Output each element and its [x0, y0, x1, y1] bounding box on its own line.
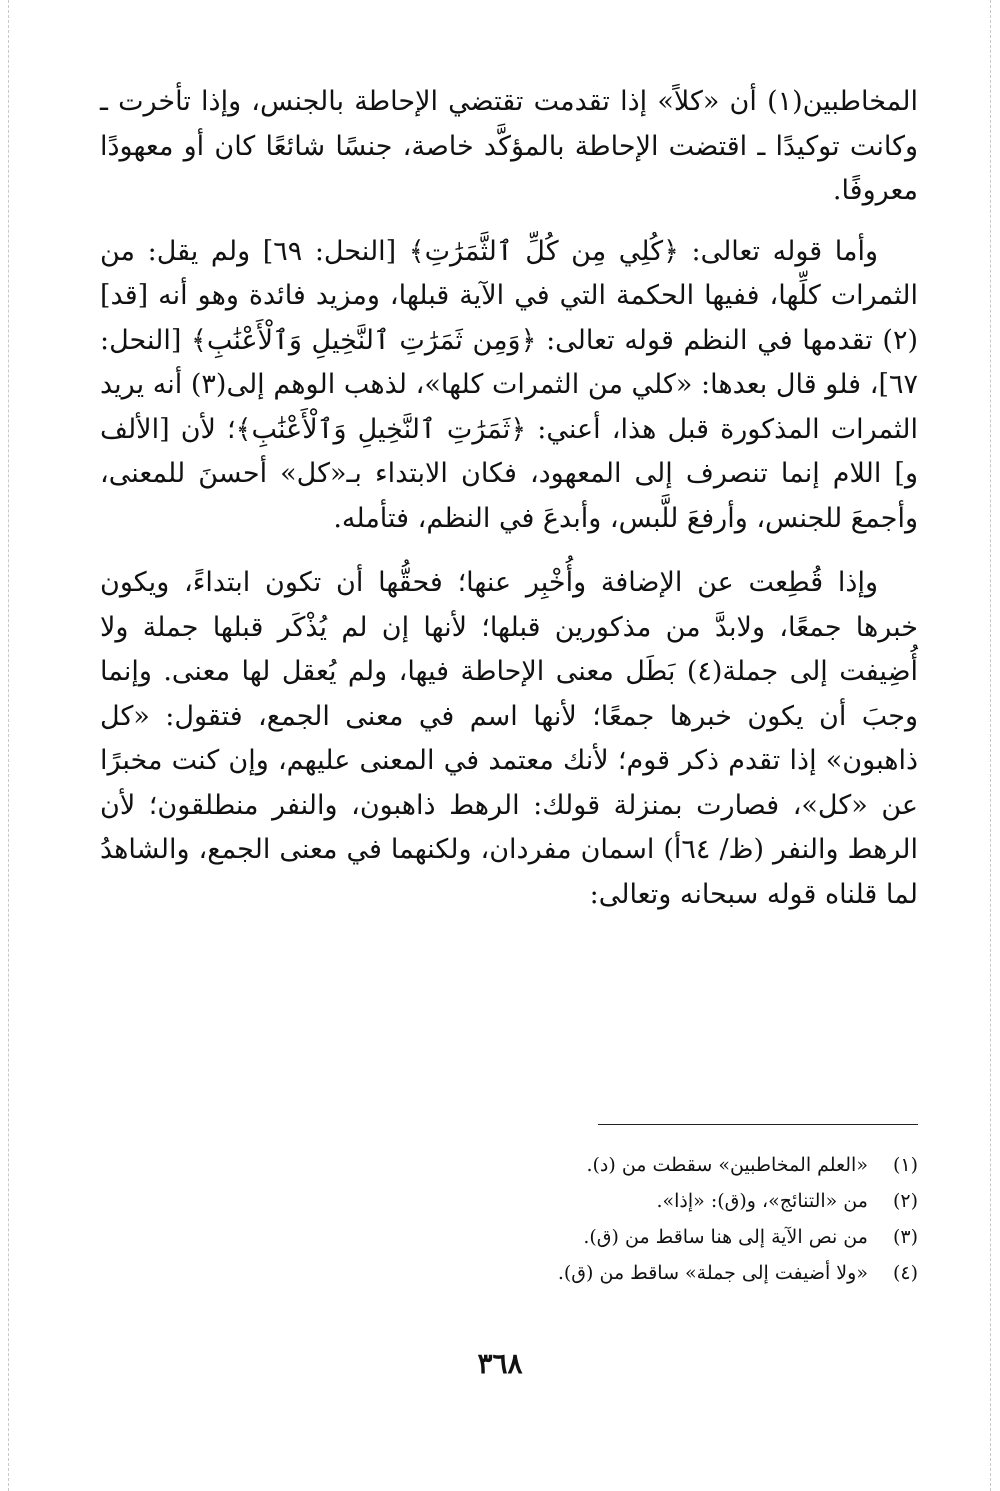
footnote-text: من «التنائج»، و(ق): «إذا». [656, 1190, 868, 1212]
footnote-number: (١) [892, 1154, 918, 1176]
page-number: ٣٦٨ [477, 1347, 523, 1380]
main-text [100, 80, 918, 933]
footnote-number: (٢) [892, 1190, 918, 1212]
footnote-number: (٣) [892, 1226, 918, 1248]
footnote-number: (٤) [892, 1262, 918, 1284]
paragraph-2: وأما قوله تعالى: ﴿كُلِي مِن كُلِّ ٱلثَّمَرَٰتِ﴾ [النحل: ٦٩] ولم يقل: من الثمرات كلِّها، ففيها الحكمة التي في الآية قبلها، ومزيد فائدة وهو أنه [قد](٢) تقدمها في النظم قوله تعالى: ﴿وَمِن ثَمَرَٰتِ ٱلنَّخِيلِ وَٱلْأَعْنَٰبِ﴾ [النحل: ٦٧]، فلو قال بعدها: «كلي من الثمرات كلها»، لذهب الوهم إلى(٣) أنه يريد الثمرات المذكورة قبل هذا، أعني: ﴿ثَمَرَٰتِ ٱلنَّخِيلِ وَٱلْأَعْنَٰبِ﴾؛ لأن [الألف و] اللام إنما تنصرف إلى المعهود، فكان الابتداء بـ«كل» أحسنَ للمعنى، وأجمعَ للجنس، وأرفعَ للَّبس، وأبدعَ في النظم، فتأمله. [100, 235, 918, 534]
footnote-item [100, 1219, 918, 1255]
footnote-separator [598, 1124, 918, 1125]
scan-edge-left [8, 0, 9, 1491]
paragraph-1: المخاطبين(١) أن «كلاً» إذا تقدمت تقتضي الإحاطة بالجنس، وإذا تأخرت ـ وكانت توكيدًا ـ اقتضت الإحاطة بالمؤكَّد خاصة، جنسًا شائعًا كان أو معهودًا معروفًا. [100, 86, 918, 206]
footnote-text: من نص الآية إلى هنا ساقط من (ق). [583, 1226, 868, 1248]
scan-edge-right [990, 0, 991, 1491]
footnote-item [100, 1147, 918, 1183]
footnotes-list [100, 1147, 918, 1291]
paragraph-3: وإذا قُطِعت عن الإضافة وأُخْبِر عنها؛ فحقُّها أن تكون ابتداءً، ويكون خبرها جمعًا، ولابدَّ من مذكورين قبلها؛ لأنها إن لم يُذْكَر قبلها جملة ولا أُضِيفت إلى جملة(٤) بَطَل معنى الإحاطة فيها، ولم يُعقل لها معنى. وإنما وجبَ أن يكون خبرها جمعًا؛ لأنها اسم في معنى الجمع، فتقول: «كل ذاهبون» إذا تقدم ذكر قوم؛ لأنك معتمد في المعنى عليهم، وإن كنت مخبرًا عن «كل»، فصارت بمنزلة قولك: الرهط ذاهبون، والنفر منطلقون؛ لأن الرهط والنفر (ظ/ ٦٤أ) اسمان مفردان، ولكنهما في معنى الجمع، والشاهدُ لما قلناه قوله سبحانه وتعالى: [100, 567, 919, 910]
footnote-item [100, 1255, 918, 1291]
footnote-text: «العلم المخاطبين» سقطت من (د). [586, 1154, 868, 1176]
footnote-text: «ولا أضيفت إلى جملة» ساقط من (ق). [557, 1262, 868, 1284]
footnote-item [100, 1183, 918, 1219]
